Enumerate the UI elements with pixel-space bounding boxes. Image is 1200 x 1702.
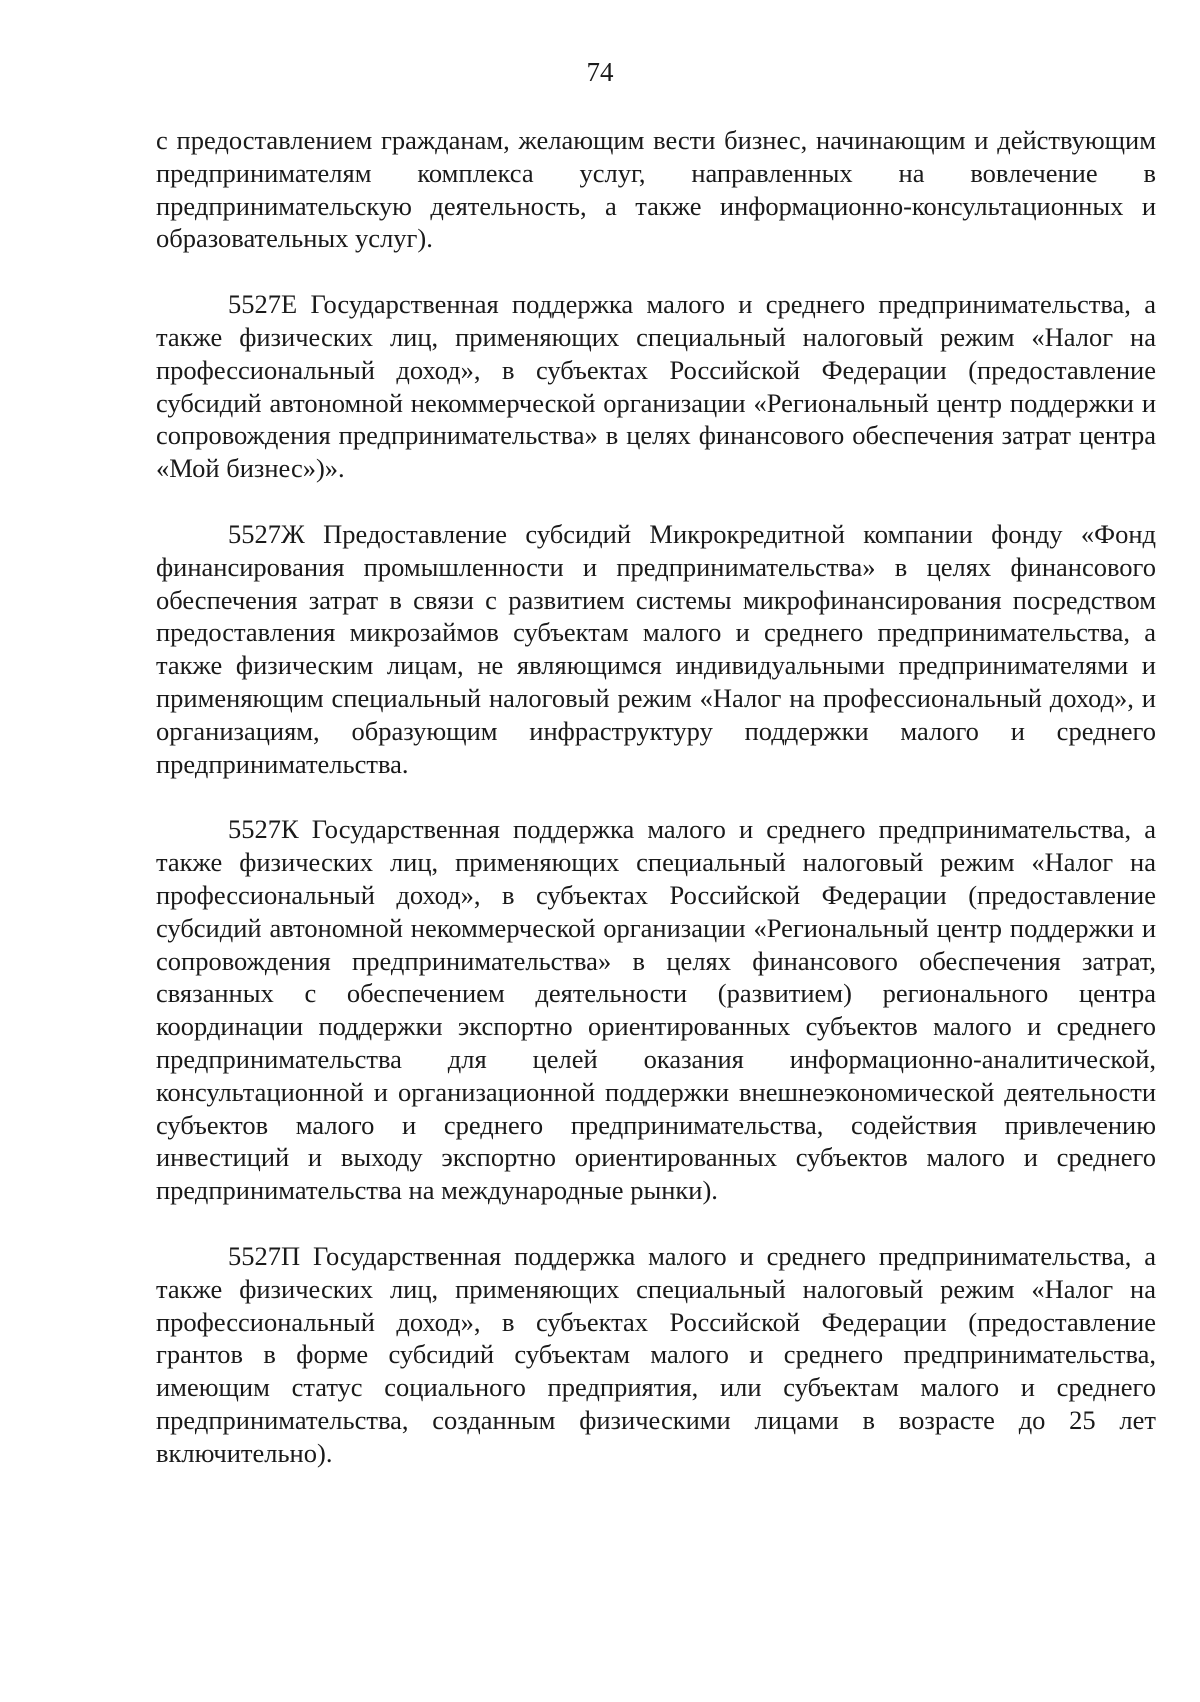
page-number: 74 bbox=[586, 57, 614, 87]
paragraph-code: 5527Е bbox=[228, 289, 298, 320]
paragraph-text: с предоставлением гражданам, желающим вести бизнес, начинающим и действующим предпринимателям комплекса услуг, направленных на вовлечение в предпринимательскую деятельность, а также информационно-консультационных и образовательных услуг). bbox=[156, 125, 1156, 254]
paragraph-continuation bbox=[156, 124, 1156, 255]
paragraph-5527k bbox=[156, 813, 1156, 1207]
paragraph-5527p bbox=[156, 1240, 1156, 1470]
paragraph-5527e bbox=[156, 288, 1156, 485]
paragraph-code: 5527К bbox=[228, 814, 299, 845]
paragraph-5527zh bbox=[156, 518, 1156, 780]
document-body bbox=[156, 124, 1156, 1469]
paragraph-text: Предоставление субсидий Микрокредитной компании фонду «Фонд финансирования промышленности и предпринимательства» в целях финансового обеспечения затрат в связи с развитием системы микрофинансирования посредством предоставления микрозаймов субъектам малого и среднего предпринимательства, а также физическим лицам, не являющимся индивидуальными предпринимателями и применяющим специальный налоговый режим «Налог на профессиональный доход», и организациям, образующим инфраструктуру поддержки малого и среднего предпринимательства. bbox=[156, 518, 1157, 779]
paragraph-code: 5527Ж bbox=[228, 518, 305, 549]
paragraph-text: Государственная поддержка малого и среднего предпринимательства, а также физических лиц, применяющих специальный налоговый режим «Налог на профессиональный доход», в субъектах Российской Федерации (предоставление грантов в форме субсидий субъектам малого и среднего предпринимательства, имеющим статус социального предприятия, или субъектам малого и среднего предпринимательства, созданным физическими лицами в возрасте до 25 лет включительно). bbox=[156, 1240, 1157, 1468]
paragraph-code: 5527П bbox=[228, 1240, 301, 1271]
paragraph-text: Государственная поддержка малого и среднего предпринимательства, а также физических лиц, применяющих специальный налоговый режим «Налог на профессиональный доход», в субъектах Российской Федерации (предоставление субсидий автономной некоммерческой организации «Региональный центр поддержки и сопровождения предпринимательства» в целях финансового обеспечения затрат, связанных с обеспечением деятельности (развитием) регионального центра координации поддержки экспортно ориентированных субъектов малого и среднего предпринимательства для целей оказания информационно-аналитической, консультационной и организационной поддержки внешнеэкономической деятельности субъектов малого и среднего предпринимательства, содействия привлечению инвестиций и выходу экспортно ориентированных субъектов малого и среднего предпринимательства на международные рынки). bbox=[156, 814, 1157, 1206]
paragraph-text: Государственная поддержка малого и среднего предпринимательства, а также физических лиц, применяющих специальный налоговый режим «Налог на профессиональный доход», в субъектах Российской Федерации (предоставление субсидий автономной некоммерческой организации «Региональный центр поддержки и сопровождения предпринимательства» в целях финансового обеспечения затрат центра «Мой бизнес»)». bbox=[156, 289, 1157, 484]
